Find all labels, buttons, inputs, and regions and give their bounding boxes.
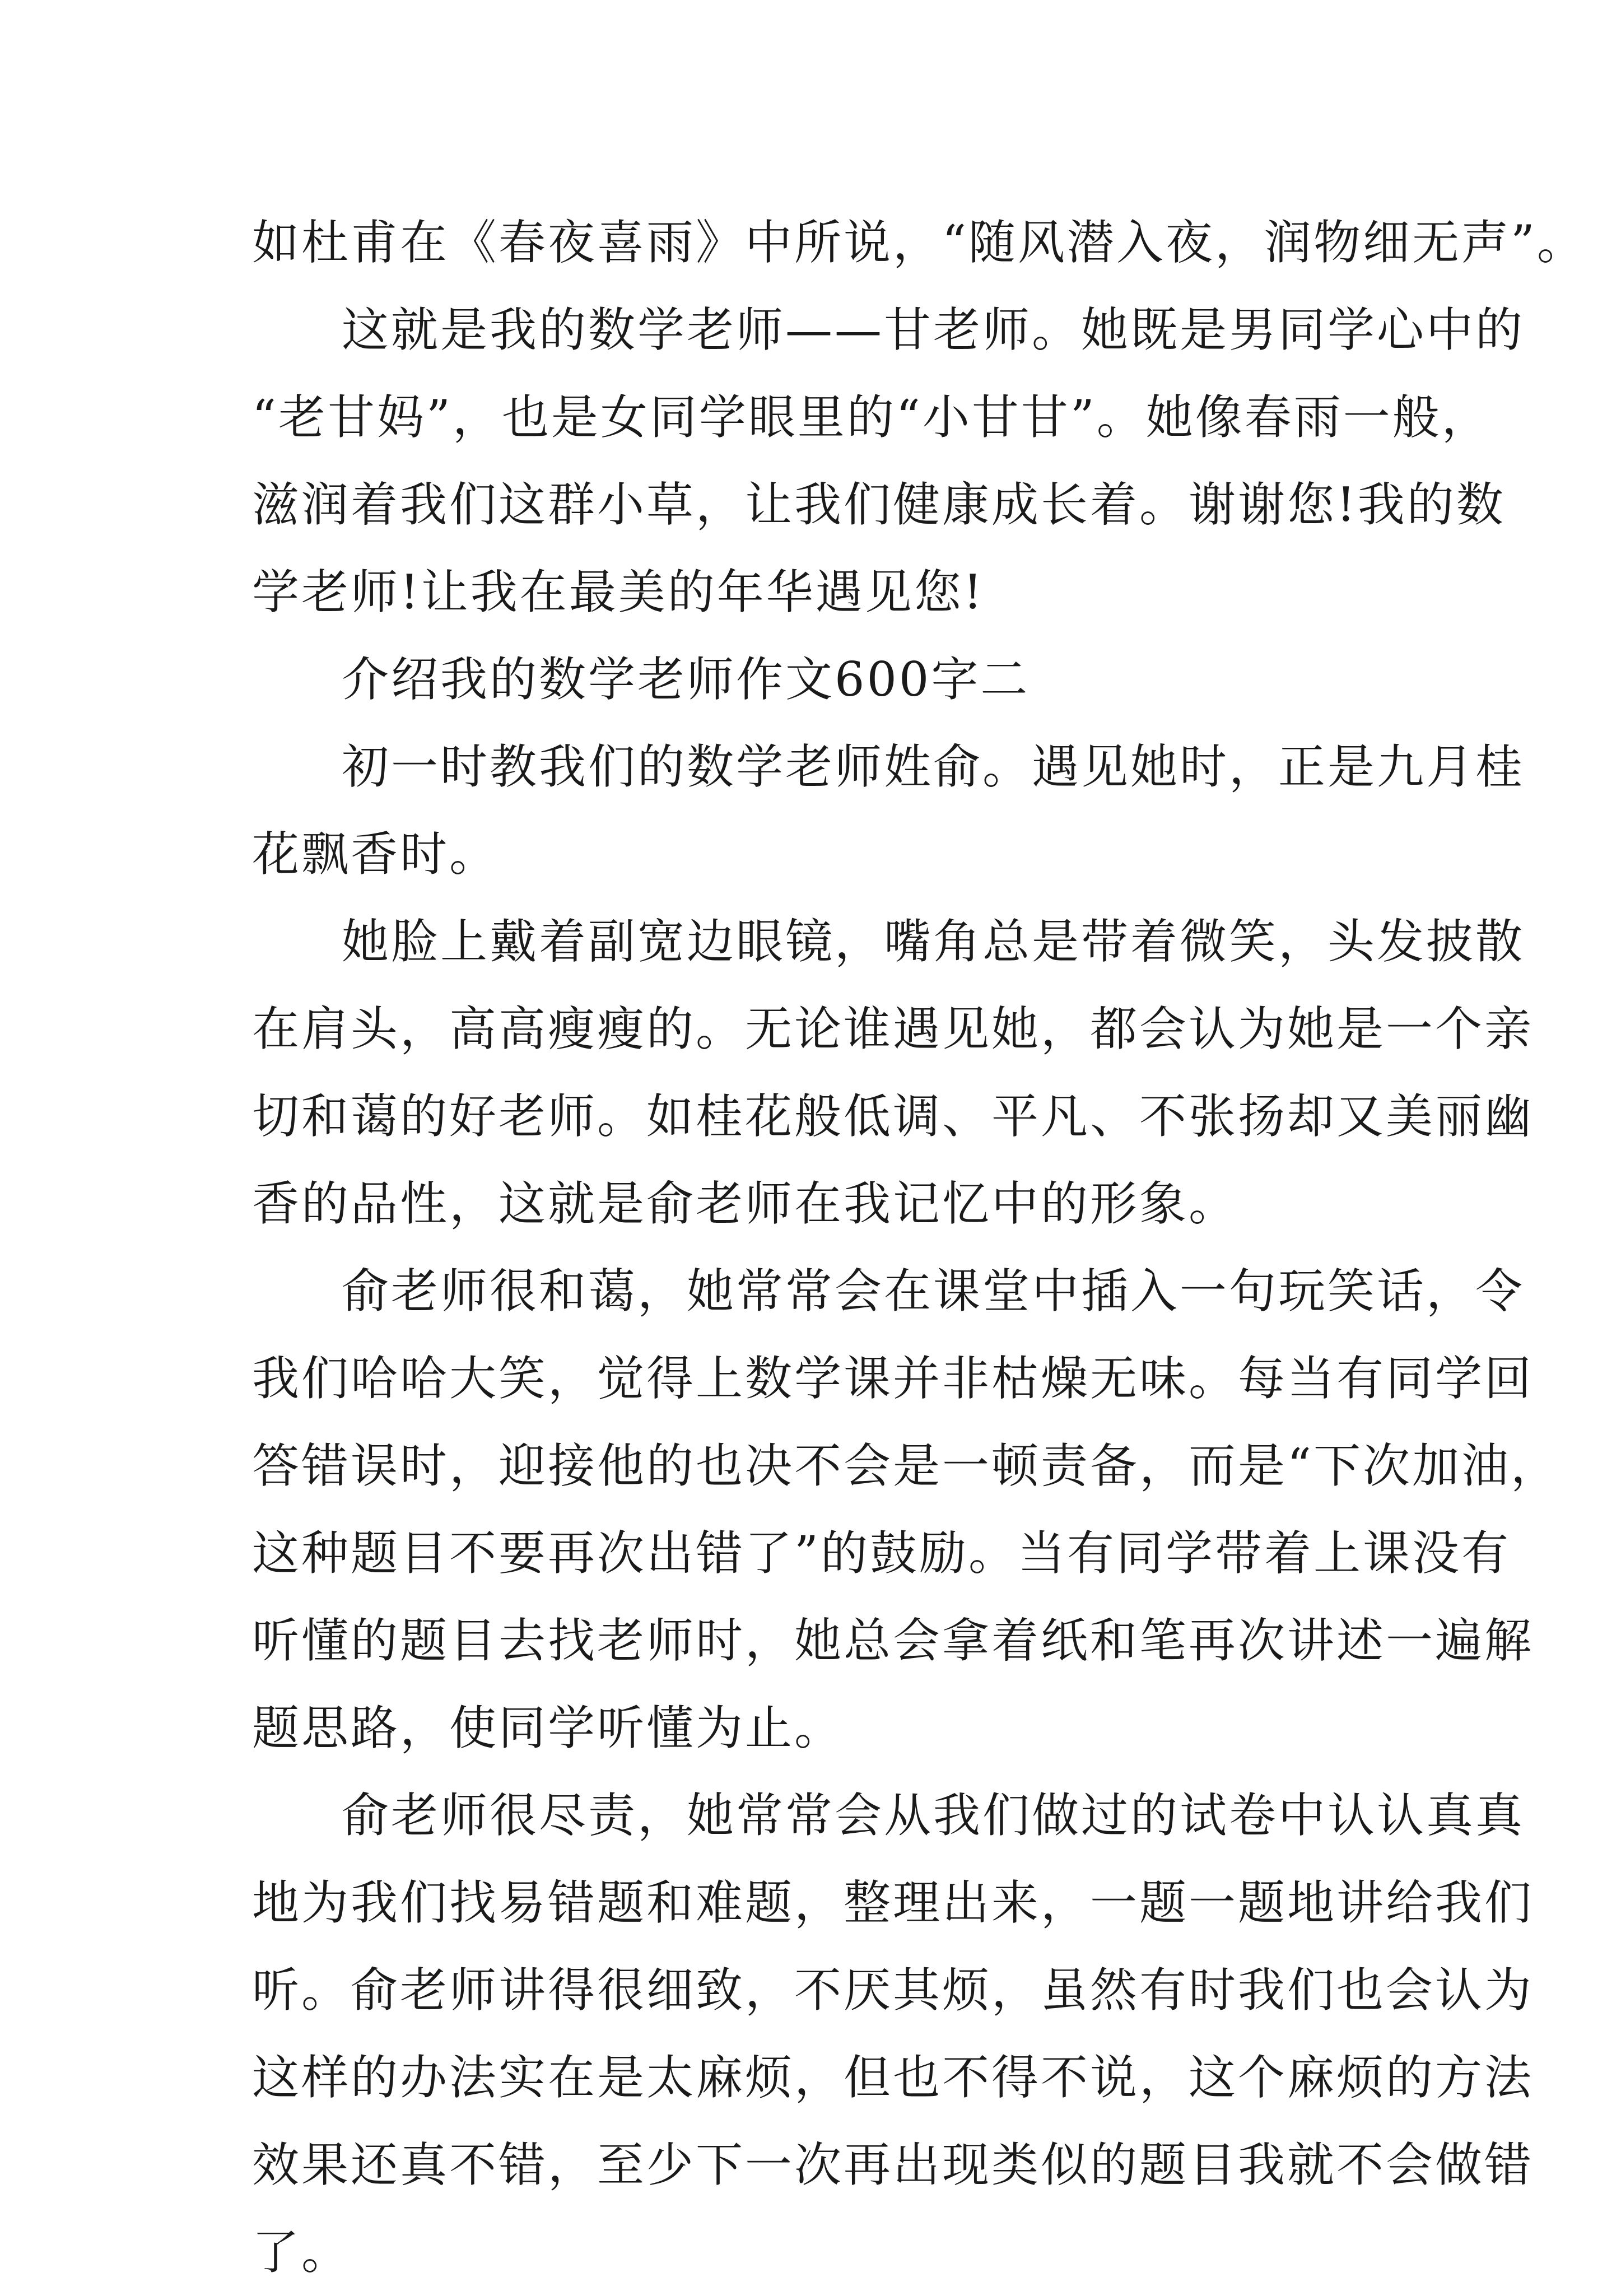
text-line: 如杜甫在《春夜喜雨》中所说，“随风潜入夜，润物细无声”。 xyxy=(252,215,1586,270)
text-line: 听。俞老师讲得很细致，不厌其烦，虽然有时我们也会认为 xyxy=(252,1963,1534,2018)
text-line: 我们哈哈大笑，觉得上数学课并非枯燥无味。每当有同学回 xyxy=(252,1351,1534,1406)
text-line: 题思路，使同学听懂为止。 xyxy=(252,1701,844,1755)
text-line: 这就是我的数学老师——甘老师。她既是男同学心中的 xyxy=(342,302,1525,357)
text-line: 学老师!让我在最美的年华遇见您! xyxy=(252,565,985,620)
text-line: 介绍我的数学老师作文600字二 xyxy=(342,652,1030,707)
text-line: 俞老师很和蔼，她常常会在课堂中插入一句玩笑话，令 xyxy=(342,1264,1525,1319)
text-line: 香的品性，这就是俞老师在我记忆中的形象。 xyxy=(252,1176,1238,1231)
text-line: 切和蔼的好老师。如桂花般低调、平凡、不张扬却又美丽幽 xyxy=(252,1089,1534,1144)
text-line: 俞老师很尽责，她常常会从我们做过的试卷中认认真真 xyxy=(342,1788,1525,1843)
text-line: 她脸上戴着副宽边眼镜，嘴角总是带着微笑，头发披散 xyxy=(342,914,1525,969)
text-line: 听懂的题目去找老师时，她总会拿着纸和笔再次讲述一遍解 xyxy=(252,1613,1534,1668)
text-line: 地为我们找易错题和难题，整理出来，一题一题地讲给我们 xyxy=(252,1875,1534,1930)
text-line: 效果还真不错，至少下一次再出现类似的题目我就不会做错 xyxy=(252,2137,1534,2192)
text-line: 这种题目不要再次出错了”的鼓励。当有同学带着上课没有 xyxy=(252,1526,1511,1581)
text-line: 了。 xyxy=(252,2225,351,2280)
text-line: 花飘香时。 xyxy=(252,827,499,882)
text-line: 在肩头，高高瘦瘦的。无论谁遇见她，都会认为她是一个亲 xyxy=(252,1002,1534,1056)
text-line: 滋润着我们这群小草，让我们健康成长着。谢谢您!我的数 xyxy=(252,477,1506,532)
text-line: 答错误时，迎接他的也决不会是一顿责备，而是“下次加油， xyxy=(252,1438,1560,1493)
text-line: 初一时教我们的数学老师姓俞。遇见她时，正是九月桂 xyxy=(342,739,1525,794)
text-line: 这样的办法实在是太麻烦，但也不得不说，这个麻烦的方法 xyxy=(252,2050,1534,2105)
body-text xyxy=(252,199,1586,2296)
text-line: “老甘妈”，也是女同学眼里的“小甘甘”。她像春雨一般， xyxy=(252,390,1491,445)
